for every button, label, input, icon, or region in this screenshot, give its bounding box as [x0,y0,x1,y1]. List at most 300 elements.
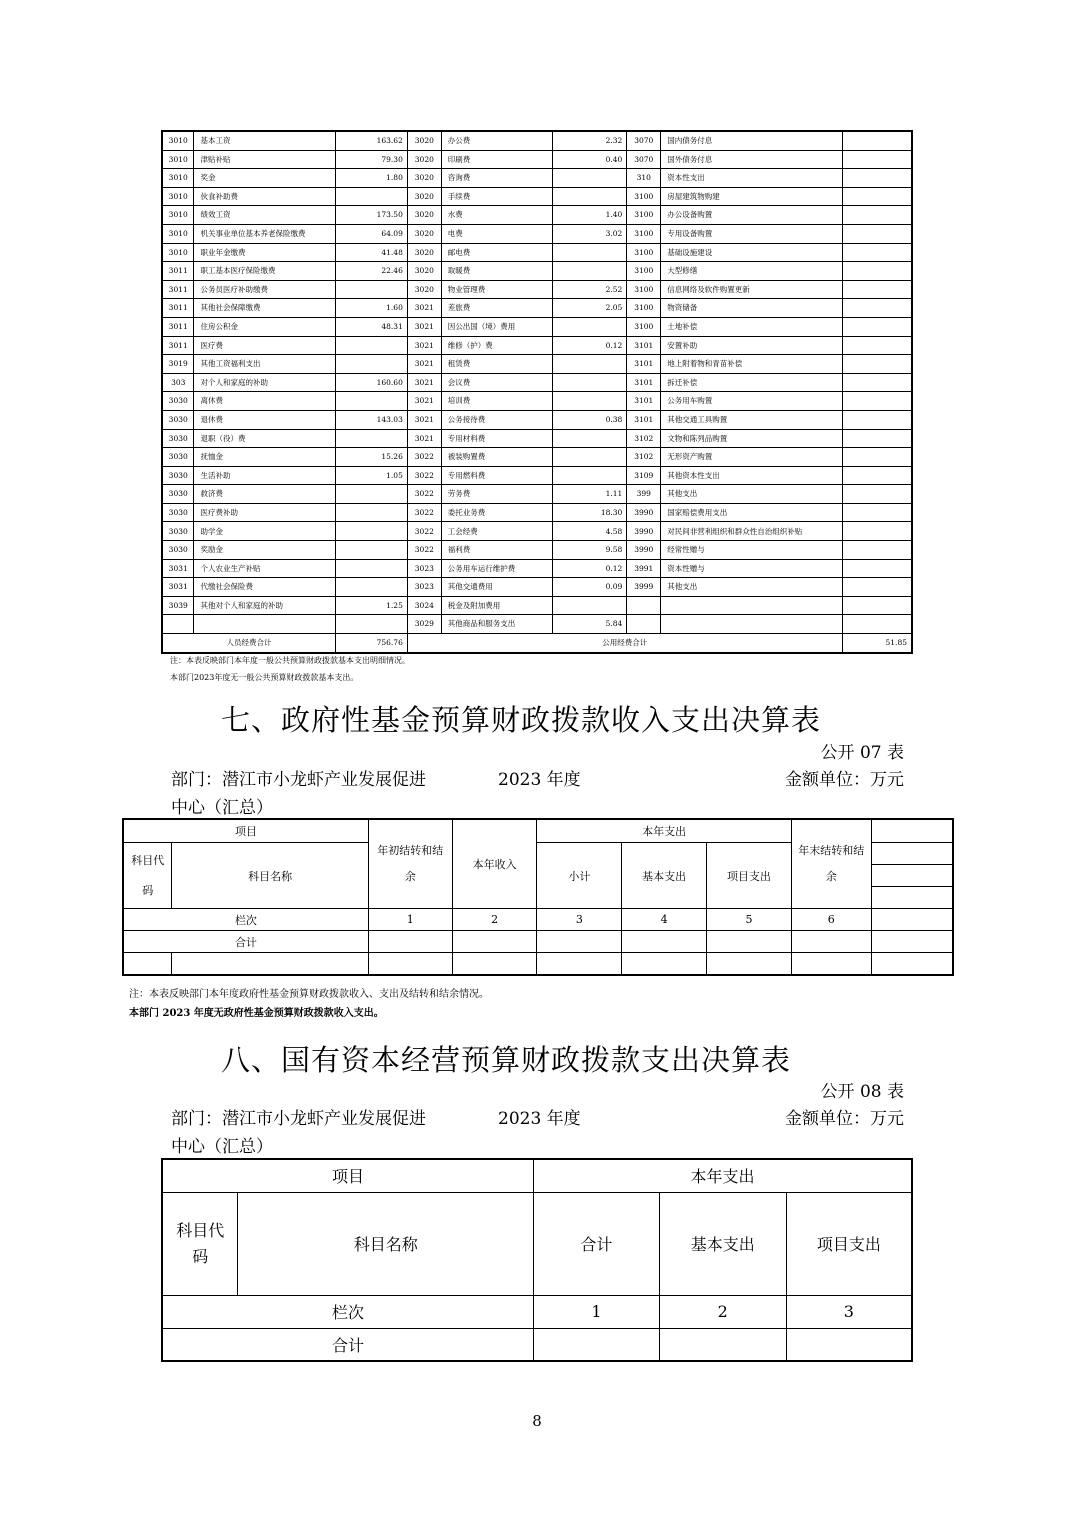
table-row [162,429,912,448]
table-cell [162,615,194,634]
table-cell: 3010 [162,243,194,262]
table-cell: 1.80 [336,169,408,188]
table-cell: 会议费 [441,373,553,392]
table-cell: 抚恤金 [194,448,336,467]
table-cell: 3010 [162,169,194,188]
table-cell: 印刷费 [441,150,553,169]
table-cell: 3022 [407,522,441,541]
header-name: 科目名称 [238,1192,534,1295]
table-cell: 3011 [162,317,194,336]
table-cell [842,541,912,560]
table-cell [842,280,912,299]
table-cell: 取暖费 [441,262,553,281]
table-cell: 退休费 [194,410,336,429]
header-project: 项目 [162,1159,534,1192]
table-cell: 3021 [407,410,441,429]
row-total-label: 合计 [162,1328,534,1361]
table-cell [336,522,408,541]
table-cell: 差旅费 [441,299,553,318]
table-cell: 办公费 [441,131,553,150]
table-cell [553,596,627,615]
header-basic: 基本支出 [622,843,707,909]
table-row [162,448,912,467]
table-cell: 其他对个人和家庭的补助 [194,596,336,615]
personnel-total-label: 人员经费合计 [162,634,336,653]
header-expense: 本年支出 [537,819,791,843]
table-cell: 3022 [407,466,441,485]
table-cell [842,262,912,281]
table-cell [842,466,912,485]
table-cell: 3100 [627,299,661,318]
table-cell: 对个人和家庭的补助 [194,373,336,392]
table-cell: 绩效工资 [194,206,336,225]
table-cell: 3101 [627,410,661,429]
table-cell: 4.58 [553,522,627,541]
table-row [123,953,953,975]
table-cell: 303 [162,373,194,392]
table-cell [842,578,912,597]
table-cell: 奖励金 [194,541,336,560]
table-cell: 其他交通工具购置 [661,410,842,429]
table-cell: 救济费 [194,485,336,504]
col-index: 3 [537,909,622,931]
table-cell [627,615,661,634]
table-cell: 3021 [407,317,441,336]
table-cell: 3011 [162,299,194,318]
table-row [162,373,912,392]
table-cell [842,299,912,318]
table-cell: 国内债务付息 [661,131,842,150]
header-code: 科目代码 [123,843,172,909]
table-row [162,262,912,281]
table-cell: 3020 [407,187,441,206]
table-cell [336,615,408,634]
table-cell [842,224,912,243]
table-cell: 3023 [407,578,441,597]
table-cell: 经常性赠与 [661,541,842,560]
table-cell: 3021 [407,429,441,448]
table-cell: 1.25 [336,596,408,615]
table-cell [336,280,408,299]
table-cell: 水费 [441,206,553,225]
table-cell [842,596,912,615]
table-cell: 基础设施建设 [661,243,842,262]
table-cell: 退职（役）费 [194,429,336,448]
table-cell: 3100 [627,187,661,206]
table-cell: 5.84 [553,615,627,634]
table-cell: 培训费 [441,392,553,411]
table-cell [553,169,627,188]
header-name: 科目名称 [172,843,368,909]
table-cell: 3100 [627,206,661,225]
table-cell: 310 [627,169,661,188]
table-cell: 3100 [627,262,661,281]
table-cell [336,355,408,374]
table-cell: 3011 [162,280,194,299]
table-number: 公开 08 表 [820,1082,904,1102]
col-index: 2 [659,1295,786,1328]
table-cell [336,392,408,411]
table-cell: 143.03 [336,410,408,429]
table-cell: 委托业务费 [441,503,553,522]
table-cell [336,187,408,206]
table-cell: 3039 [162,596,194,615]
table-cell: 18.30 [553,503,627,522]
header-code: 科目代码 [162,1192,238,1295]
table-cell: 3101 [627,355,661,374]
table-cell: 3100 [627,224,661,243]
col-index: 1 [534,1295,660,1328]
table-cell: 公务用车购置 [661,392,842,411]
table-row [162,299,912,318]
table-cell: 2.32 [553,131,627,150]
table-cell: 3030 [162,466,194,485]
table-cell: 2.52 [553,280,627,299]
table-cell: 对民间非营利组织和群众性自治组织补贴 [661,522,842,541]
table-row [162,206,912,225]
table-note: 注：本表反映部门本年度一般公共预算财政拨款基本支出明细情况。 [170,656,410,665]
header-proj: 项目支出 [786,1192,912,1295]
table-cell [842,373,912,392]
header-basic: 基本支出 [659,1192,786,1295]
table-cell: 48.31 [336,317,408,336]
col-index: 6 [791,909,871,931]
table-cell: 津贴补贴 [194,150,336,169]
amount-unit: 金额单位：万元 [785,770,904,790]
table-cell [661,615,842,634]
table-cell [553,262,627,281]
table-cell [842,392,912,411]
table-cell: 国外债务付息 [661,150,842,169]
table-cell: 租赁费 [441,355,553,374]
amount-unit: 金额单位：万元 [785,1109,904,1129]
table-cell [553,448,627,467]
table-row [162,503,912,522]
table-cell [842,336,912,355]
table-cell: 职业年金缴费 [194,243,336,262]
department: 部门：潜江市小龙虾产业发展促进 [171,1109,426,1129]
table-row [123,909,953,931]
table-cell: 专用材料费 [441,429,553,448]
table-row [162,243,912,262]
table-cell: 3030 [162,485,194,504]
header-expense: 本年支出 [534,1159,913,1192]
table-cell: 3011 [162,262,194,281]
table-cell: 文物和陈列品购置 [661,429,842,448]
table-cell [842,429,912,448]
header-project: 项目 [123,819,368,843]
row-col-label: 栏次 [162,1295,534,1328]
header-total: 合计 [534,1192,660,1295]
table-row [162,559,912,578]
table-cell: 医疗费补助 [194,503,336,522]
table-cell: 伙食补助费 [194,187,336,206]
table-cell: 3011 [162,336,194,355]
table-cell: 基本工资 [194,131,336,150]
table-cell: 其他工资福利支出 [194,355,336,374]
table-cell: 0.12 [553,336,627,355]
header-subtotal: 小计 [537,843,622,909]
table-cell: 职工基本医疗保险缴费 [194,262,336,281]
table-cell: 3019 [162,355,194,374]
table-cell: 住房公积金 [194,317,336,336]
table-cell [842,485,912,504]
table-row [162,615,912,634]
table-cell: 其他商品和服务支出 [441,615,553,634]
col-index: 3 [786,1295,912,1328]
table-cell: 3022 [407,448,441,467]
table-cell: 奖金 [194,169,336,188]
table-row [162,392,912,411]
table-cell: 邮电费 [441,243,553,262]
table-cell: 拆迁补偿 [661,373,842,392]
table-cell: 3031 [162,559,194,578]
table-cell: 3020 [407,243,441,262]
table-cell [553,466,627,485]
table-cell: 3020 [407,206,441,225]
table-cell [336,503,408,522]
table-cell: 3030 [162,392,194,411]
table-row [162,596,912,615]
table-cell: 劳务费 [441,485,553,504]
table-cell: 生活补助 [194,466,336,485]
table-cell: 因公出国（境）费用 [441,317,553,336]
table-cell: 3990 [627,522,661,541]
table-cell: 3020 [407,262,441,281]
table-cell: 1.40 [553,206,627,225]
table-cell [842,150,912,169]
table-cell: 3100 [627,317,661,336]
table-cell: 3010 [162,187,194,206]
department-cont: 中心（汇总） [171,798,273,818]
table-cell [553,429,627,448]
table-cell: 41.48 [336,243,408,262]
table-cell: 资本性支出 [661,169,842,188]
table-cell: 电费 [441,224,553,243]
table-cell: 3030 [162,429,194,448]
table-cell: 3990 [627,541,661,560]
table-cell: 物资储备 [661,299,842,318]
table-cell [842,131,912,150]
table-cell: 工会经费 [441,522,553,541]
table-total-row [162,634,912,653]
table-cell: 160.60 [336,373,408,392]
table-row [162,224,912,243]
table-cell: 173.50 [336,206,408,225]
table-cell: 3021 [407,299,441,318]
table-cell: 64.09 [336,224,408,243]
table-cell: 个人农业生产补贴 [194,559,336,578]
table-number: 公开 07 表 [820,743,904,763]
table-cell: 3109 [627,466,661,485]
table-cell: 3999 [627,578,661,597]
header-income: 本年收入 [452,819,537,909]
table-cell: 国家赔偿费用支出 [661,503,842,522]
table-cell: 助学金 [194,522,336,541]
table-cell [842,243,912,262]
table-cell: 地上附着物和青苗补偿 [661,355,842,374]
table-cell: 被装购置费 [441,448,553,467]
table-cell [842,559,912,578]
table-row [162,466,912,485]
basic-expenditure-detail-table [161,130,913,654]
table-note: 本部门2023年度无一般公共预算财政拨款基本支出。 [170,673,359,682]
fiscal-year: 2023 年度 [498,1109,581,1129]
header-end-balance: 年末结转和结余 [791,819,871,909]
table-note: 注：本表反映部门本年度政府性基金预算财政拨款收入、支出及结转和结余情况。 [129,989,489,1000]
table-cell: 3020 [407,169,441,188]
table-cell: 15.26 [336,448,408,467]
table-cell: 3030 [162,410,194,429]
table-note: 本部门 2023 年度无政府性基金预算财政拨款收入支出。 [129,1008,384,1019]
table-cell: 9.58 [553,541,627,560]
gov-fund-table [122,818,954,976]
table-cell: 安置补助 [661,336,842,355]
table-cell: 房屋建筑物购建 [661,187,842,206]
table-cell: 医疗费 [194,336,336,355]
table-cell: 3020 [407,131,441,150]
table-cell: 163.62 [336,131,408,150]
table-cell: 3010 [162,206,194,225]
table-cell: 3021 [407,355,441,374]
table-cell: 3031 [162,578,194,597]
table-cell: 3021 [407,373,441,392]
table-cell [336,336,408,355]
table-cell: 3101 [627,373,661,392]
table-cell: 专用设备购置 [661,224,842,243]
fiscal-year: 2023 年度 [498,770,581,790]
table-cell: 专用燃料费 [441,466,553,485]
table-cell: 其他社会保障缴费 [194,299,336,318]
table-cell: 3030 [162,522,194,541]
table-row [162,317,912,336]
table-cell: 0.38 [553,410,627,429]
table-row [162,169,912,188]
table-cell: 3102 [627,448,661,467]
table-cell: 机关事业单位基本养老保险缴费 [194,224,336,243]
table-cell: 3030 [162,541,194,560]
table-cell: 1.05 [336,466,408,485]
table-cell: 1.11 [553,485,627,504]
table-cell [842,317,912,336]
table-cell: 3023 [407,559,441,578]
table-cell: 3100 [627,243,661,262]
table-cell: 3010 [162,150,194,169]
table-cell [553,392,627,411]
public-total-value: 51.85 [842,634,912,653]
table-cell [842,503,912,522]
table-cell: 3029 [407,615,441,634]
row-total-label: 合计 [123,931,368,953]
table-row [162,578,912,597]
table-cell: 咨询费 [441,169,553,188]
table-cell [553,187,627,206]
table-cell: 3022 [407,485,441,504]
table-row [162,355,912,374]
table-cell [194,615,336,634]
table-cell: 399 [627,485,661,504]
table-row [162,1295,912,1328]
table-cell: 其他支出 [661,485,842,504]
table-cell [553,243,627,262]
table-cell [336,578,408,597]
table-cell [627,596,661,615]
table-cell: 公务员医疗补助缴费 [194,280,336,299]
table-row [162,150,912,169]
header-begin-balance: 年初结转和结余 [368,819,452,909]
table-row [162,1328,912,1361]
table-cell: 0.12 [553,559,627,578]
table-cell: 79.30 [336,150,408,169]
table-cell [553,373,627,392]
table-cell [842,169,912,188]
table-cell: 福利费 [441,541,553,560]
public-total-label: 公用经费合计 [407,634,842,653]
table-cell [842,615,912,634]
row-col-label: 栏次 [123,909,368,931]
department-cont: 中心（汇总） [171,1137,273,1157]
table-cell [842,187,912,206]
table-cell: 其他交通费用 [441,578,553,597]
table-cell: 3010 [162,224,194,243]
table-cell: 3101 [627,336,661,355]
table-row [123,931,953,953]
table-cell: 3101 [627,392,661,411]
table-cell: 3021 [407,336,441,355]
table-cell: 1.60 [336,299,408,318]
table-cell [553,317,627,336]
page-number: 8 [532,1412,542,1430]
table-cell: 信息网络及软件购置更新 [661,280,842,299]
section-title: 七、政府性基金预算财政拨款收入支出决算表 [221,703,822,737]
table-row [162,280,912,299]
table-cell: 3100 [627,280,661,299]
table-cell: 代缴社会保险费 [194,578,336,597]
table-cell: 公务接待费 [441,410,553,429]
table-cell: 离休费 [194,392,336,411]
table-cell [842,410,912,429]
header-proj: 项目支出 [707,843,792,909]
table-row [162,485,912,504]
table-cell: 3070 [627,150,661,169]
section-title: 八、国有资本经营预算财政拨款支出决算表 [221,1043,792,1077]
table-cell: 其他资本性支出 [661,466,842,485]
table-cell: 维修（护）费 [441,336,553,355]
department: 部门：潜江市小龙虾产业发展促进 [171,770,426,790]
table-cell: 无形资产购置 [661,448,842,467]
table-cell: 税金及附加费用 [441,596,553,615]
table-cell: 3020 [407,224,441,243]
col-index: 4 [622,909,707,931]
table-cell: 3030 [162,503,194,522]
table-cell: 3024 [407,596,441,615]
table-cell [842,522,912,541]
table-cell: 3.02 [553,224,627,243]
table-cell: 土地补偿 [661,317,842,336]
table-cell [336,541,408,560]
col-index: 1 [368,909,452,931]
table-cell: 3020 [407,150,441,169]
table-row [162,336,912,355]
table-cell: 22.46 [336,262,408,281]
state-capital-table [161,1158,913,1362]
table-cell: 0.40 [553,150,627,169]
table-cell: 0.09 [553,578,627,597]
table-cell: 大型修缮 [661,262,842,281]
table-cell: 3070 [627,131,661,150]
table-cell: 3020 [407,280,441,299]
table-cell: 3102 [627,429,661,448]
